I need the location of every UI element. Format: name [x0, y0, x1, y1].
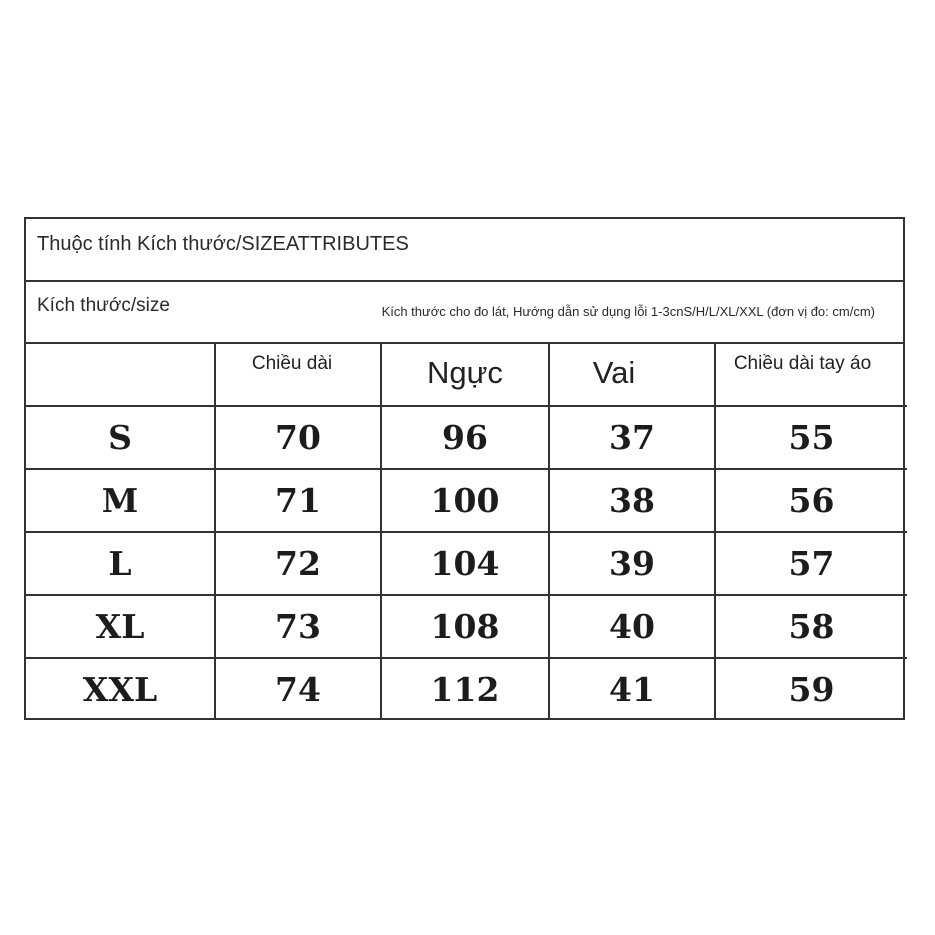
table-cell: 57 [715, 532, 907, 595]
size-note: Kích thước cho đo lát, Hướng dẫn sử dụng lỗi 1-3cnS/H/L/XL/XXL (đơn vị đo: cm/cm) [381, 304, 875, 319]
table-cell: 70 [215, 406, 381, 469]
table-row [26, 469, 907, 532]
size-table [26, 344, 907, 720]
table-cell: M [26, 469, 215, 532]
table-cell: 74 [215, 658, 381, 720]
header-cell-length: Chiều dài [215, 344, 381, 406]
table-cell: S [26, 406, 215, 469]
table-cell: 72 [215, 532, 381, 595]
size-row [26, 282, 903, 344]
table-cell: 112 [381, 658, 549, 720]
title-row [26, 219, 903, 282]
chart-title: Thuộc tính Kích thước/SIZEATTRIBUTES [37, 233, 409, 255]
table-cell: 58 [715, 595, 907, 658]
size-chart [24, 217, 905, 720]
header-row [26, 344, 907, 406]
table-cell: 104 [381, 532, 549, 595]
table-cell: 38 [549, 469, 715, 532]
table-cell: 73 [215, 595, 381, 658]
header-cell-size [26, 344, 215, 406]
table-row [26, 406, 907, 469]
header-cell-shoulder: Vai [549, 344, 715, 406]
table-cell: 55 [715, 406, 907, 469]
table-cell: 71 [215, 469, 381, 532]
table-cell: XL [26, 595, 215, 658]
header-cell-sleeve: Chiều dài tay áo [715, 344, 907, 406]
table-cell: 100 [381, 469, 549, 532]
table-row [26, 658, 907, 720]
table-cell: 56 [715, 469, 907, 532]
table-row [26, 532, 907, 595]
table-cell: 39 [549, 532, 715, 595]
table-cell: XXL [26, 658, 215, 720]
header-cell-chest: Ngực [381, 344, 549, 406]
table-row [26, 595, 907, 658]
table-cell: 59 [715, 658, 907, 720]
table-cell: 37 [549, 406, 715, 469]
table-cell: 41 [549, 658, 715, 720]
table-cell: 108 [381, 595, 549, 658]
size-label: Kích thước/size [37, 295, 170, 316]
table-cell: L [26, 532, 215, 595]
table-cell: 96 [381, 406, 549, 469]
table-cell: 40 [549, 595, 715, 658]
